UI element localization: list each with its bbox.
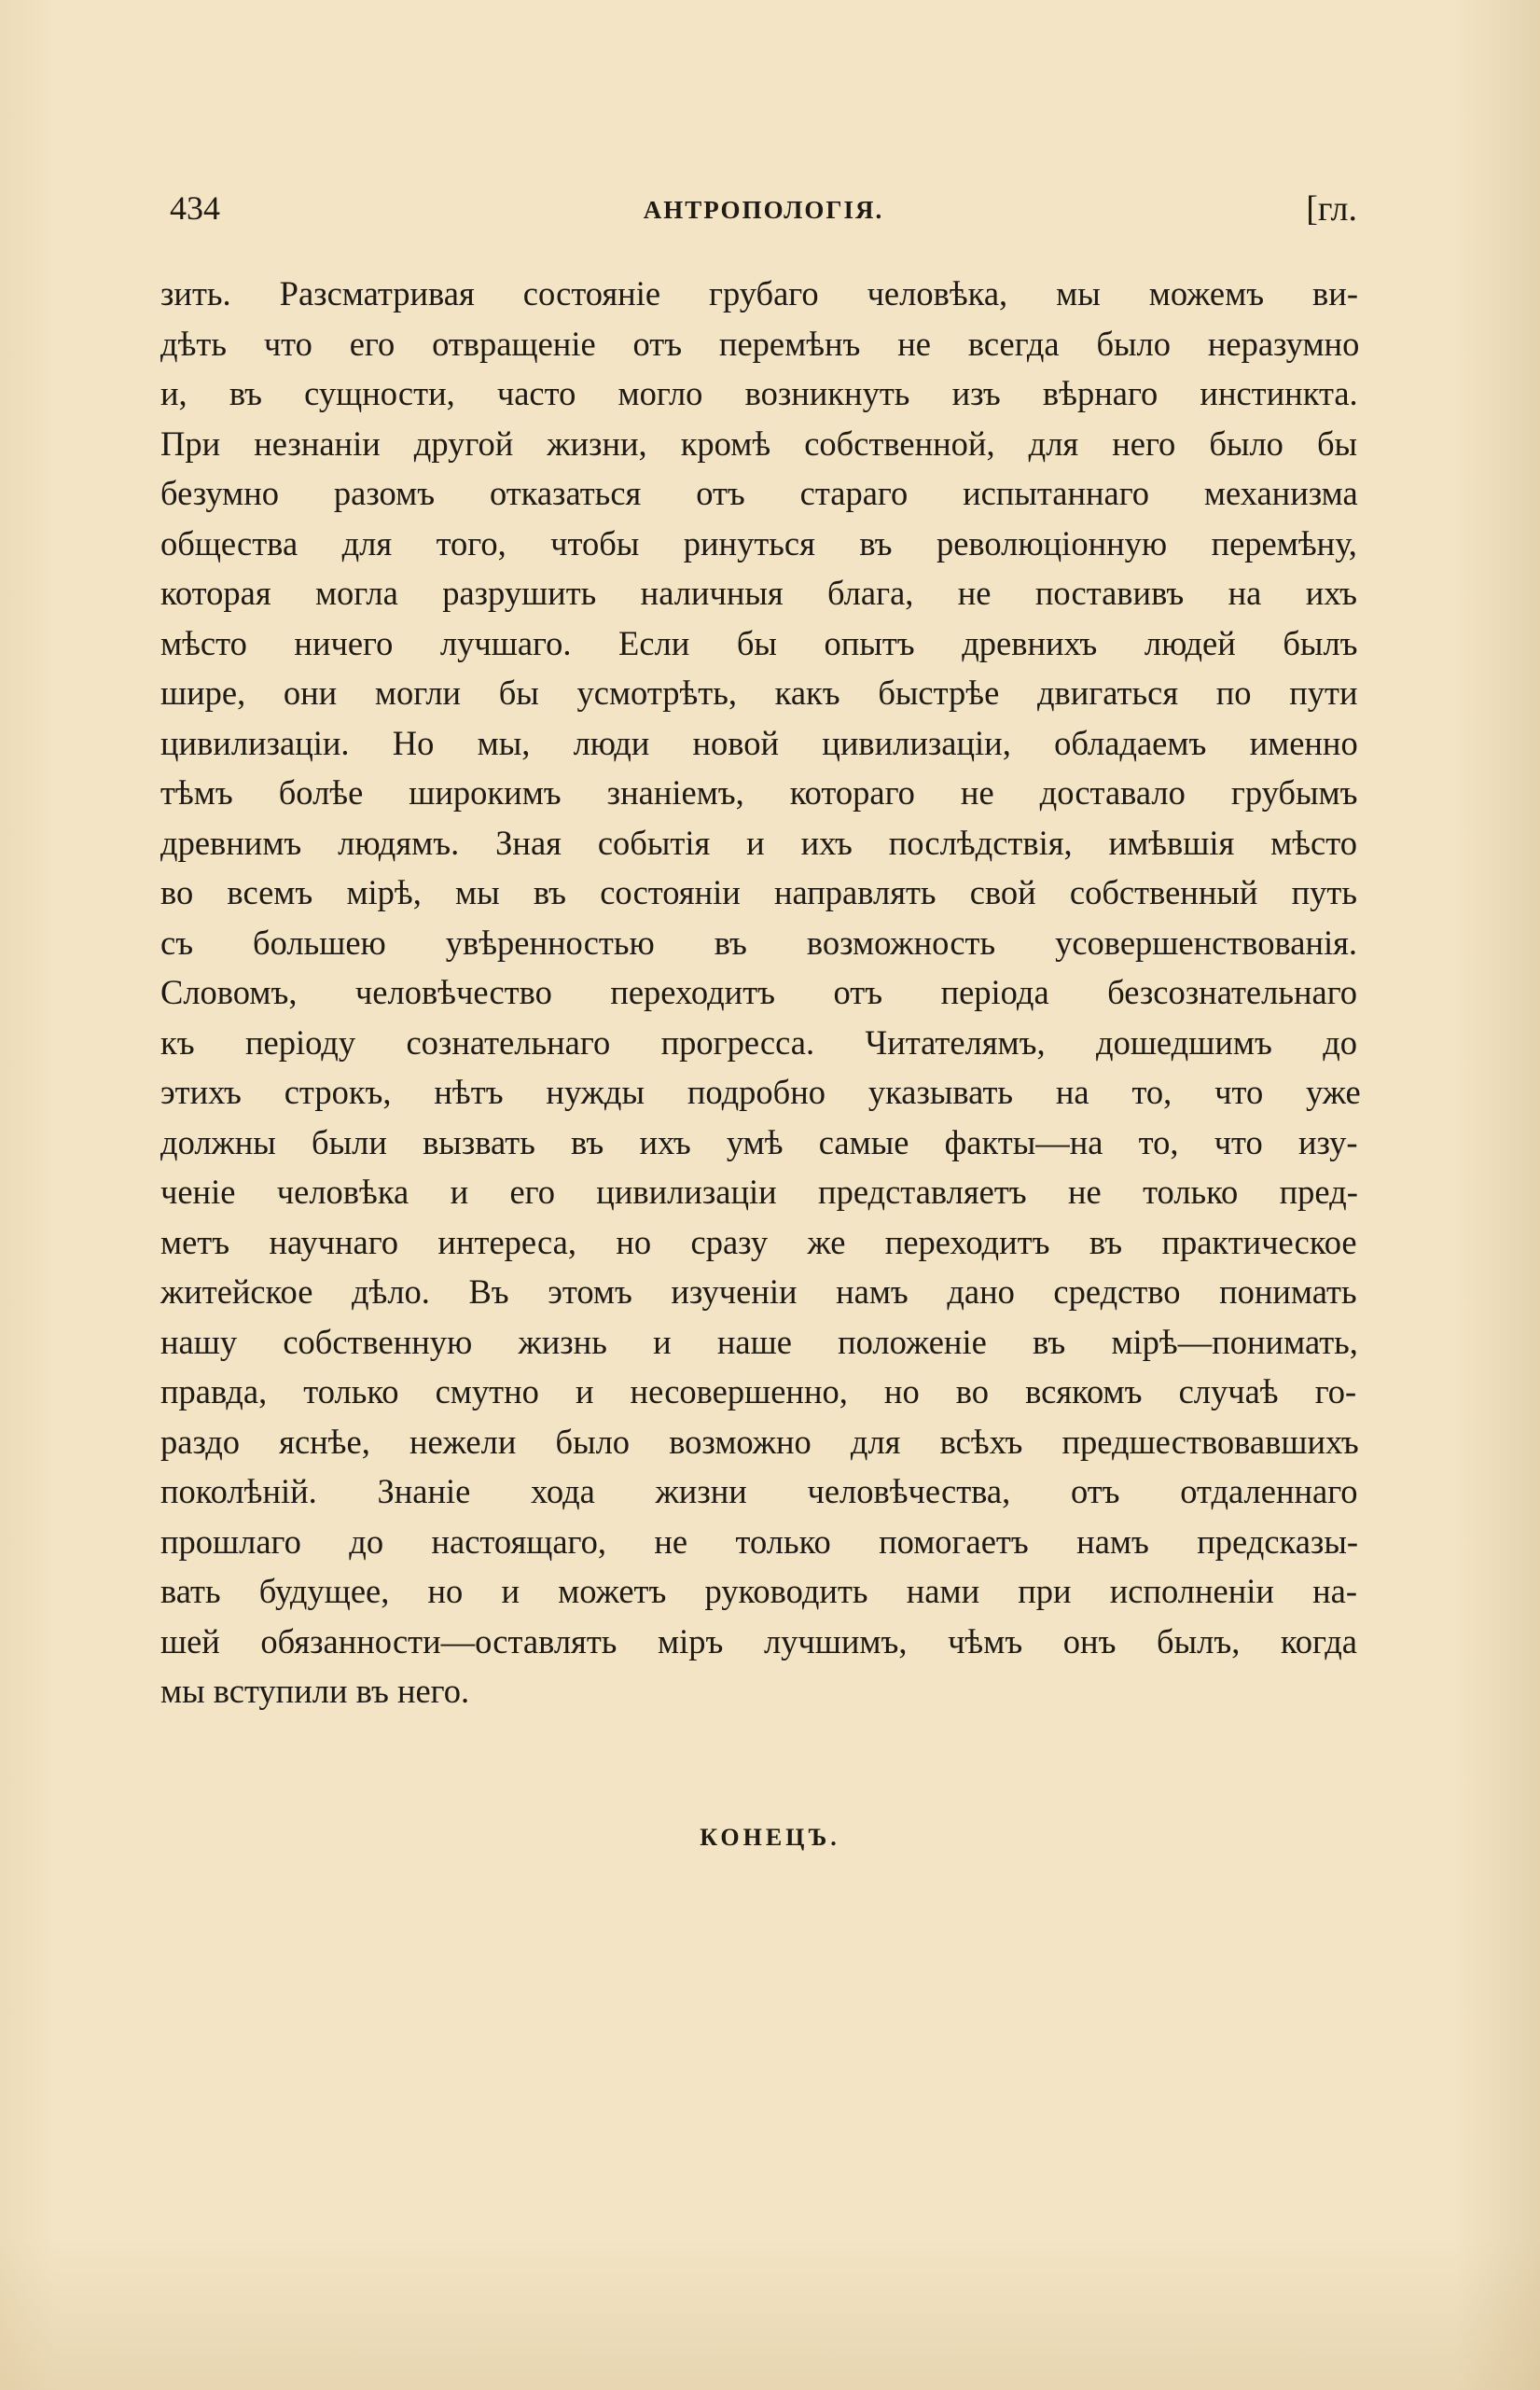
text-line: тѣмъ болѣе широкимъ знаніемъ, котораго не доставало грубымъ — [160, 773, 1358, 812]
text-line: прошлаго до настоящаго, не только помогаетъ намъ предсказы- — [160, 1522, 1359, 1561]
text-line: съ большею увѣренностью въ возможность усовершенствованія. — [160, 923, 1358, 962]
text-line: цивилизаціи. Но мы, люди новой цивилизаціи, обладаемъ именно — [160, 723, 1358, 762]
end-mark: КОНЕЦЪ. — [700, 1824, 840, 1851]
text-line: Словомъ, человѣчество переходитъ отъ періода безсознательнаго — [160, 973, 1358, 1011]
text-line: мы вступили въ него. — [160, 1672, 470, 1710]
text-line: и, въ сущности, часто могло возникнуть изъ вѣрнаго инстинкта. — [160, 374, 1358, 412]
text-line: шей обязанности—оставлять міръ лучшимъ, чѣмъ онъ былъ, когда — [160, 1621, 1357, 1660]
text-line: правда, только смутно и несовершенно, но во всякомъ случаѣ го- — [160, 1372, 1357, 1410]
running-title: АНТРОПОЛОГІЯ. — [643, 196, 884, 224]
chapter-mark: [гл. — [1306, 189, 1357, 229]
text-line: зить. Разсматривая состояніе грубаго человѣка, мы можемъ ви- — [160, 274, 1358, 313]
text-line: шире, они могли бы усмотрѣть, какъ быстрѣе двигаться по пути — [160, 674, 1358, 712]
text-line: этихъ строкъ, нѣтъ нужды подробно указывать на то, что уже — [160, 1073, 1361, 1111]
text-line: житейское дѣло. Въ этомъ изученіи намъ дано средство понимать — [160, 1272, 1357, 1311]
text-line: къ періоду сознательнаго прогресса. Читателямъ, дошедшимъ до — [160, 1022, 1358, 1062]
text-line: должны были вызвать въ ихъ умѣ самые факты—на то, что изу- — [160, 1122, 1358, 1161]
page-number: 434 — [170, 189, 220, 227]
text-line: безумно разомъ отказаться отъ стараго испытаннаго механизма — [160, 474, 1358, 512]
text-line: общества для того, чтобы ринуться въ революціонную перемѣну, — [160, 523, 1357, 563]
text-line: метъ научнаго интереса, но сразу же переходитъ въ практическое — [160, 1222, 1357, 1261]
text-line: которая могла разрушить наличныя блага, не поставивъ на ихъ — [160, 574, 1357, 612]
page-header — [170, 188, 1357, 235]
text-line: поколѣній. Знаніе хода жизни человѣчества, отъ отдаленнаго — [160, 1472, 1358, 1510]
body-text — [160, 269, 1361, 1716]
text-line: нашу собственную жизнь и наше положеніе въ мірѣ—понимать, — [160, 1322, 1358, 1361]
text-line: во всемъ мірѣ, мы въ состояніи направлять свой собственный путь — [160, 873, 1357, 911]
text-line: мѣсто ничего лучшаго. Если бы опытъ древнихъ людей былъ — [160, 623, 1358, 662]
text-line: вать будущее, но и можетъ руководить нами при исполненіи на- — [160, 1572, 1357, 1610]
text-line: ченіе человѣка и его цивилизаціи представляетъ не только пред- — [160, 1173, 1358, 1211]
text-line: дѣть что его отвращеніе отъ перемѣнъ не всегда было неразумно — [160, 324, 1360, 363]
text-line: раздо яснѣе, нежели было возможно для всѣхъ предшествовавшихъ — [160, 1422, 1359, 1461]
text-line: При незнаніи другой жизни, кромѣ собственной, для него было бы — [160, 424, 1358, 463]
text-line: древнимъ людямъ. Зная событія и ихъ послѣдствія, имѣвшія мѣсто — [160, 823, 1357, 862]
